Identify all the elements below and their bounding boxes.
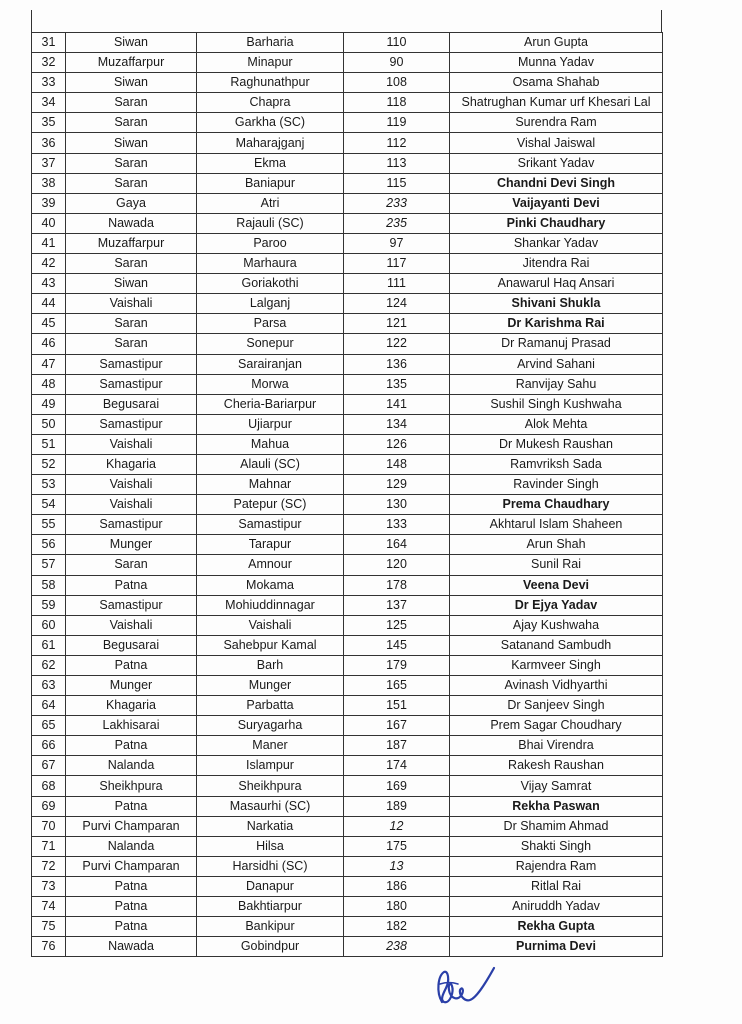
district-cell: Vaishali [66,475,197,495]
constituency-cell: Mahnar [197,475,344,495]
constituency-cell: Mohiuddinnagar [197,595,344,615]
candidate-name-cell: Vaijayanti Devi [450,193,663,213]
constituency-number-cell: 238 [344,937,450,957]
serial-number-cell: 61 [32,635,66,655]
constituency-cell: Lalganj [197,294,344,314]
serial-number-cell: 67 [32,756,66,776]
table-row [32,535,663,555]
table-row [32,53,663,73]
candidate-name-cell: Aniruddh Yadav [450,897,663,917]
candidate-name-cell: Surendra Ram [450,113,663,133]
table-row [32,575,663,595]
district-cell: Saran [66,314,197,334]
candidate-name-cell: Akhtarul Islam Shaheen [450,515,663,535]
serial-number-cell: 39 [32,193,66,213]
constituency-number-cell: 117 [344,254,450,274]
candidate-name-cell: Munna Yadav [450,53,663,73]
constituency-number-cell: 180 [344,897,450,917]
serial-number-cell: 33 [32,73,66,93]
constituency-number-cell: 175 [344,836,450,856]
candidate-name-cell: Sushil Singh Kushwaha [450,394,663,414]
district-cell: Munger [66,676,197,696]
serial-number-cell: 47 [32,354,66,374]
constituency-number-cell: 141 [344,394,450,414]
table-row [32,213,663,233]
table-row [32,816,663,836]
serial-number-cell: 48 [32,374,66,394]
district-cell: Purvi Champaran [66,856,197,876]
candidate-name-cell: Osama Shahab [450,73,663,93]
serial-number-cell: 56 [32,535,66,555]
table-row [32,314,663,334]
serial-number-cell: 35 [32,113,66,133]
candidate-name-cell: Pinki Chaudhary [450,213,663,233]
district-cell: Patna [66,575,197,595]
table-row [32,856,663,876]
table-row [32,776,663,796]
constituency-number-cell: 112 [344,133,450,153]
district-cell: Samastipur [66,595,197,615]
constituency-number-cell: 97 [344,233,450,253]
constituency-number-cell: 120 [344,555,450,575]
table-row [32,937,663,957]
serial-number-cell: 65 [32,716,66,736]
district-cell: Muzaffarpur [66,233,197,253]
serial-number-cell: 53 [32,475,66,495]
district-cell: Saran [66,93,197,113]
table-row [32,294,663,314]
serial-number-cell: 49 [32,394,66,414]
constituency-number-cell: 12 [344,816,450,836]
candidate-name-cell: Dr Shamim Ahmad [450,816,663,836]
constituency-number-cell: 119 [344,113,450,133]
constituency-number-cell: 233 [344,193,450,213]
candidate-name-cell: Dr Mukesh Raushan [450,434,663,454]
table-row [32,434,663,454]
candidate-name-cell: Rajendra Ram [450,856,663,876]
constituency-number-cell: 136 [344,354,450,374]
district-cell: Nalanda [66,836,197,856]
serial-number-cell: 64 [32,696,66,716]
constituency-cell: Barh [197,655,344,675]
constituency-number-cell: 130 [344,495,450,515]
candidate-name-cell: Ritlal Rai [450,876,663,896]
constituency-number-cell: 145 [344,635,450,655]
table-row [32,274,663,294]
constituency-number-cell: 137 [344,595,450,615]
constituency-cell: Masaurhi (SC) [197,796,344,816]
constituency-number-cell: 122 [344,334,450,354]
table-row [32,233,663,253]
serial-number-cell: 41 [32,233,66,253]
serial-number-cell: 36 [32,133,66,153]
table-row [32,736,663,756]
candidate-table [31,32,663,957]
candidate-name-cell: Bhai Virendra [450,736,663,756]
table-row [32,836,663,856]
constituency-number-cell: 129 [344,475,450,495]
candidate-name-cell: Srikant Yadav [450,153,663,173]
constituency-number-cell: 134 [344,414,450,434]
district-cell: Gaya [66,193,197,213]
table-row [32,73,663,93]
constituency-cell: Munger [197,676,344,696]
constituency-cell: Gobindpur [197,937,344,957]
table-row [32,495,663,515]
constituency-cell: Patepur (SC) [197,495,344,515]
constituency-number-cell: 115 [344,173,450,193]
table-row [32,555,663,575]
constituency-cell: Danapur [197,876,344,896]
table-row [32,595,663,615]
constituency-number-cell: 182 [344,917,450,937]
district-cell: Vaishali [66,434,197,454]
district-cell: Patna [66,736,197,756]
table-row [32,254,663,274]
constituency-cell: Minapur [197,53,344,73]
candidate-name-cell: Ajay Kushwaha [450,615,663,635]
table-row [32,454,663,474]
table-top-border-left [31,10,32,32]
serial-number-cell: 73 [32,876,66,896]
district-cell: Siwan [66,33,197,53]
constituency-number-cell: 179 [344,655,450,675]
candidate-table-body [32,33,663,957]
candidate-name-cell: Ramvriksh Sada [450,454,663,474]
table-row [32,33,663,53]
serial-number-cell: 34 [32,93,66,113]
constituency-number-cell: 165 [344,676,450,696]
constituency-cell: Maner [197,736,344,756]
constituency-number-cell: 125 [344,615,450,635]
serial-number-cell: 38 [32,173,66,193]
serial-number-cell: 44 [32,294,66,314]
table-row [32,354,663,374]
district-cell: Lakhisarai [66,716,197,736]
constituency-number-cell: 186 [344,876,450,896]
district-cell: Nawada [66,937,197,957]
district-cell: Nawada [66,213,197,233]
district-cell: Nalanda [66,756,197,776]
serial-number-cell: 74 [32,897,66,917]
constituency-number-cell: 178 [344,575,450,595]
table-row [32,173,663,193]
candidate-name-cell: Rakesh Raushan [450,756,663,776]
constituency-cell: Chapra [197,93,344,113]
constituency-cell: Raghunathpur [197,73,344,93]
district-cell: Patna [66,655,197,675]
serial-number-cell: 60 [32,615,66,635]
constituency-cell: Bankipur [197,917,344,937]
constituency-number-cell: 113 [344,153,450,173]
constituency-number-cell: 235 [344,213,450,233]
table-row [32,394,663,414]
table-row [32,475,663,495]
candidate-name-cell: Shakti Singh [450,836,663,856]
district-cell: Siwan [66,274,197,294]
serial-number-cell: 75 [32,917,66,937]
district-cell: Muzaffarpur [66,53,197,73]
constituency-cell: Sonepur [197,334,344,354]
serial-number-cell: 59 [32,595,66,615]
serial-number-cell: 66 [32,736,66,756]
district-cell: Khagaria [66,454,197,474]
district-cell: Samastipur [66,354,197,374]
district-cell: Saran [66,334,197,354]
district-cell: Begusarai [66,635,197,655]
serial-number-cell: 50 [32,414,66,434]
district-cell: Patna [66,917,197,937]
candidate-name-cell: Arun Gupta [450,33,663,53]
constituency-number-cell: 111 [344,274,450,294]
candidate-name-cell: Shankar Yadav [450,233,663,253]
constituency-number-cell: 126 [344,434,450,454]
constituency-cell: Suryagarha [197,716,344,736]
constituency-cell: Sahebpur Kamal [197,635,344,655]
table-row [32,334,663,354]
constituency-number-cell: 118 [344,93,450,113]
serial-number-cell: 51 [32,434,66,454]
constituency-number-cell: 164 [344,535,450,555]
candidate-name-cell: Prem Sagar Choudhary [450,716,663,736]
table-row [32,374,663,394]
constituency-cell: Samastipur [197,515,344,535]
constituency-cell: Mahua [197,434,344,454]
district-cell: Siwan [66,73,197,93]
constituency-number-cell: 124 [344,294,450,314]
district-cell: Patna [66,897,197,917]
constituency-cell: Narkatia [197,816,344,836]
district-cell: Vaishali [66,294,197,314]
table-row [32,113,663,133]
table-row [32,414,663,434]
constituency-cell: Harsidhi (SC) [197,856,344,876]
constituency-number-cell: 151 [344,696,450,716]
serial-number-cell: 45 [32,314,66,334]
candidate-name-cell: Jitendra Rai [450,254,663,274]
candidate-name-cell: Anawarul Haq Ansari [450,274,663,294]
constituency-cell: Alauli (SC) [197,454,344,474]
constituency-number-cell: 13 [344,856,450,876]
table-row [32,655,663,675]
table-row [32,756,663,776]
candidate-name-cell: Avinash Vidhyarthi [450,676,663,696]
table-top-border-right [661,10,662,32]
constituency-cell: Vaishali [197,615,344,635]
serial-number-cell: 72 [32,856,66,876]
constituency-number-cell: 90 [344,53,450,73]
constituency-cell: Hilsa [197,836,344,856]
serial-number-cell: 58 [32,575,66,595]
table-row [32,676,663,696]
candidate-name-cell: Veena Devi [450,575,663,595]
signature-mark-icon [428,962,498,1010]
district-cell: Begusarai [66,394,197,414]
constituency-cell: Cheria-Bariarpur [197,394,344,414]
constituency-cell: Mokama [197,575,344,595]
constituency-number-cell: 167 [344,716,450,736]
table-row [32,696,663,716]
candidate-name-cell: Dr Sanjeev Singh [450,696,663,716]
candidate-name-cell: Arun Shah [450,535,663,555]
constituency-number-cell: 169 [344,776,450,796]
table-row [32,193,663,213]
district-cell: Vaishali [66,495,197,515]
constituency-cell: Ekma [197,153,344,173]
candidate-name-cell: Shivani Shukla [450,294,663,314]
district-cell: Patna [66,796,197,816]
constituency-cell: Marhaura [197,254,344,274]
serial-number-cell: 31 [32,33,66,53]
constituency-cell: Parbatta [197,696,344,716]
candidate-name-cell: Dr Ramanuj Prasad [450,334,663,354]
serial-number-cell: 43 [32,274,66,294]
constituency-cell: Baniapur [197,173,344,193]
district-cell: Saran [66,153,197,173]
candidate-name-cell: Karmveer Singh [450,655,663,675]
candidate-name-cell: Sunil Rai [450,555,663,575]
serial-number-cell: 68 [32,776,66,796]
district-cell: Vaishali [66,615,197,635]
constituency-cell: Sheikhpura [197,776,344,796]
district-cell: Patna [66,876,197,896]
constituency-cell: Parsa [197,314,344,334]
constituency-number-cell: 187 [344,736,450,756]
district-cell: Samastipur [66,414,197,434]
district-cell: Munger [66,535,197,555]
candidate-name-cell: Alok Mehta [450,414,663,434]
district-cell: Saran [66,113,197,133]
candidate-name-cell: Shatrughan Kumar urf Khesari Lal [450,93,663,113]
serial-number-cell: 70 [32,816,66,836]
constituency-cell: Goriakothi [197,274,344,294]
table-row [32,716,663,736]
constituency-cell: Bakhtiarpur [197,897,344,917]
constituency-number-cell: 110 [344,33,450,53]
constituency-cell: Maharajganj [197,133,344,153]
table-row [32,635,663,655]
serial-number-cell: 62 [32,655,66,675]
candidate-name-cell: Vijay Samrat [450,776,663,796]
table-row [32,917,663,937]
constituency-cell: Morwa [197,374,344,394]
constituency-number-cell: 121 [344,314,450,334]
district-cell: Khagaria [66,696,197,716]
district-cell: Purvi Champaran [66,816,197,836]
constituency-cell: Tarapur [197,535,344,555]
constituency-cell: Garkha (SC) [197,113,344,133]
serial-number-cell: 71 [32,836,66,856]
candidate-name-cell: Chandni Devi Singh [450,173,663,193]
candidate-name-cell: Prema Chaudhary [450,495,663,515]
constituency-cell: Amnour [197,555,344,575]
constituency-number-cell: 148 [344,454,450,474]
constituency-number-cell: 133 [344,515,450,535]
serial-number-cell: 55 [32,515,66,535]
constituency-cell: Islampur [197,756,344,776]
serial-number-cell: 63 [32,676,66,696]
table-row [32,153,663,173]
constituency-number-cell: 108 [344,73,450,93]
constituency-cell: Sarairanjan [197,354,344,374]
serial-number-cell: 52 [32,454,66,474]
serial-number-cell: 57 [32,555,66,575]
constituency-number-cell: 189 [344,796,450,816]
serial-number-cell: 42 [32,254,66,274]
district-cell: Samastipur [66,374,197,394]
serial-number-cell: 54 [32,495,66,515]
candidate-name-cell: Satanand Sambudh [450,635,663,655]
candidate-name-cell: Arvind Sahani [450,354,663,374]
serial-number-cell: 40 [32,213,66,233]
serial-number-cell: 69 [32,796,66,816]
constituency-cell: Barharia [197,33,344,53]
constituency-number-cell: 135 [344,374,450,394]
candidate-name-cell: Purnima Devi [450,937,663,957]
candidate-name-cell: Dr Karishma Rai [450,314,663,334]
district-cell: Saran [66,173,197,193]
candidate-name-cell: Ravinder Singh [450,475,663,495]
serial-number-cell: 46 [32,334,66,354]
candidate-name-cell: Ranvijay Sahu [450,374,663,394]
table-row [32,615,663,635]
candidate-name-cell: Rekha Paswan [450,796,663,816]
table-row [32,133,663,153]
constituency-cell: Rajauli (SC) [197,213,344,233]
district-cell: Saran [66,555,197,575]
candidate-name-cell: Dr Ejya Yadav [450,595,663,615]
serial-number-cell: 32 [32,53,66,73]
constituency-cell: Ujiarpur [197,414,344,434]
table-row [32,897,663,917]
table-row [32,93,663,113]
district-cell: Saran [66,254,197,274]
table-row [32,515,663,535]
serial-number-cell: 37 [32,153,66,173]
district-cell: Sheikhpura [66,776,197,796]
constituency-cell: Atri [197,193,344,213]
table-row [32,796,663,816]
candidate-name-cell: Rekha Gupta [450,917,663,937]
district-cell: Siwan [66,133,197,153]
constituency-cell: Paroo [197,233,344,253]
serial-number-cell: 76 [32,937,66,957]
district-cell: Samastipur [66,515,197,535]
candidate-name-cell: Vishal Jaiswal [450,133,663,153]
constituency-number-cell: 174 [344,756,450,776]
table-row [32,876,663,896]
